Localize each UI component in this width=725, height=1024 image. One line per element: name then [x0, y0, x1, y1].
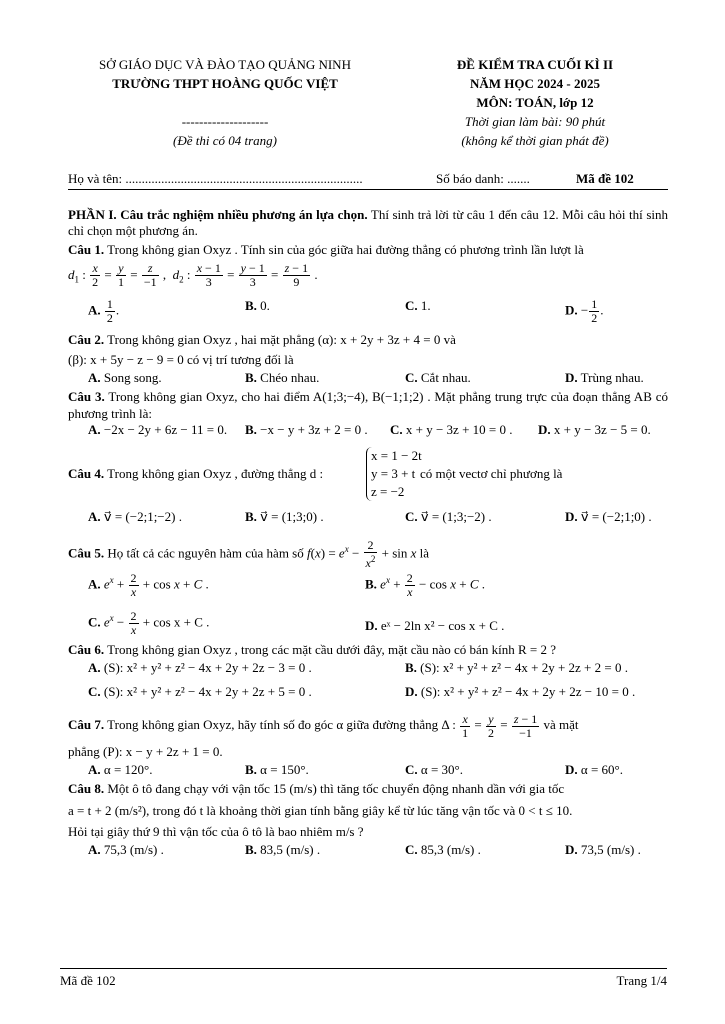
q6-options-cd: C. (S): x² + y² + z² − 4x + 2y + 2z + 5 = 0 . D. (S): x² + y² + z² − 4x + 2y + 2z − 10 = 0 . — [88, 684, 636, 699]
header-dashes: -------------------- — [181, 114, 269, 129]
q2-options: A. Song song. B. Chéo nhau. C. Cắt nhau. D. Trùng nhau. — [88, 370, 644, 386]
q5-options-ab: A. $e^x$ + $\frac{2}{x}$ + cos x + C . B. $e^x$ + $\frac{2}{x}$ − cos x + C . — [88, 570, 486, 599]
q4-options: A. v⃗ = (−2;1;−2) . B. v⃗ = (1;3;0) . C. v⃗ = (1;3;−2) . D. v⃗ = (−2;1;0) . — [88, 508, 652, 524]
q3-options: A. −2x − 2y + 6z − 11 = 0. B. −x − y + 3z + 2 = 0 . C. x + y − 3z + 10 = 0 . D. x + y − 3z − 5 = 0. — [88, 421, 651, 437]
question-6: Câu 6. Trong không gian Oxyz , trong các mặt cầu dưới đây, mặt cầu nào có bán kính R = 2 ? — [68, 641, 556, 657]
question-2: Câu 2. Trong không gian Oxyz , hai mặt phẳng (α): x + 2y + 3z + 4 = 0 và — [68, 331, 456, 347]
question-7-cont: phẳng (P): x − y + 2z + 1 = 0. — [68, 744, 223, 759]
school-name: TRƯỜNG THPT HOÀNG QUỐC VIỆT — [112, 76, 338, 91]
question-1: Câu 1. Trong không gian Oxyz . Tính sin của góc giữa hai đường thẳng có phương trình lần lượt là — [68, 241, 584, 257]
questions — [68, 207, 668, 861]
footer-code: Mã đề 102 — [60, 973, 116, 988]
q7-options: A. α = 120°. B. α = 150°. C. α = 30°. D. α = 60°. — [88, 762, 623, 778]
name-label: Họ và tên: ......................................................................... — [68, 171, 363, 186]
q5-options-cd: C. $e^x$ − $\frac{2}{x}$ + cos x + C . D. eˣ − 2ln x² − cos x + C . — [88, 608, 505, 637]
pages-note: (Đề thi có 04 trang) — [173, 133, 277, 148]
question-7: Câu 7. Trong không gian Oxyz, hãy tính số đo góc α giữa đường thẳng Δ : $\frac{x}{1}$ = $\frac{y}{2}$ = $\frac{z - 1}{-1}$ và mặt — [68, 711, 579, 740]
part1-heading: PHẦN I. Câu trắc nghiệm nhiều phương án lựa chọn. Thí sinh trả lời từ câu 1 đến câu 12. Mỗi câu hỏi thí sinh chỉ chọn một phương án. — [68, 207, 668, 239]
subject: MÔN: TOÁN, lớp 12 — [476, 95, 594, 110]
question-3: Câu 3. Trong không gian Oxyz, cho hai điểm A(1;3;−4), B(−1;1;2) . Mặt phẳng trung trực của đoạn thẳng AB có phương trình là: — [68, 389, 668, 421]
footer-divider — [60, 968, 667, 969]
footer-page: Trang 1/4 — [616, 973, 667, 988]
question-8-cont: a = t + 2 (m/s²), trong đó t là khoảng thời gian tính bằng giây kể từ lúc tăng vận tốc và 0 < t ≤ 10. — [68, 802, 573, 818]
question-2-cont: (β): x + 5y − z − 9 = 0 có vị trí tương đối là — [68, 352, 294, 367]
exam-title: ĐỀ KIỂM TRA CUỐI KÌ II — [456, 57, 614, 72]
question-5: Câu 5. Họ tất cả các nguyên hàm của hàm số $f(x) = e^x$ − $\frac{2}{x^2}$ + sin x là — [68, 537, 430, 570]
question-4: Câu 4. Trong không gian Oxyz , đường thẳng d : x = 1 − 2t y = 3 + t z = −2 có một vectơ chỉ phương là — [68, 447, 563, 499]
time-note: (không kể thời gian phát đề) — [461, 133, 609, 148]
q6-options-ab: A. (S): x² + y² + z² − 4x + 2y + 2z − 3 = 0 . B. (S): x² + y² + z² − 4x + 2y + 2z + 2 = 0 . — [88, 660, 628, 675]
dept-name: SỞ GIÁO DỤC VÀ ĐÀO TẠO QUẢNG NINH — [99, 57, 351, 72]
exam-code: Mã đề 102 — [576, 171, 634, 186]
question-8-cont2: Hỏi tại giây thứ 9 thì vận tốc của ô tô là bao nhiêm m/s ? — [68, 823, 364, 839]
q1-equations: $d_1$ : $\frac{x}{2}$ = $\frac{y}{1}$ = $\frac{z}{-1}$ , $d_2$ : $\frac{x - 1}{3}$ = $\frac{y - 1}{3}$ = $\frac{z - 1}{9}$ . — [68, 261, 318, 290]
q1-options: A. $\frac{1}{2}$ . B. 0. C. 1. D. − $\frac{1}{2}$ . — [88, 296, 604, 325]
header-right — [390, 55, 680, 150]
school-year: NĂM HỌC 2024 - 2025 — [470, 76, 600, 91]
q8-options: A. 75,3 (m/s) . B. 83,5 (m/s) . C. 85,3 (m/s) . D. 73,5 (m/s) . — [88, 842, 641, 857]
sbd-label: Số báo danh: ....... — [436, 171, 530, 186]
exam-time: Thời gian làm bài: 90 phút — [464, 114, 606, 129]
student-info — [68, 169, 668, 190]
header-left — [60, 55, 390, 150]
question-8: Câu 8. Một ô tô đang chạy với vận tốc 15 (m/s) thì tăng tốc chuyển động nhanh dần với gia tốc — [68, 781, 565, 797]
